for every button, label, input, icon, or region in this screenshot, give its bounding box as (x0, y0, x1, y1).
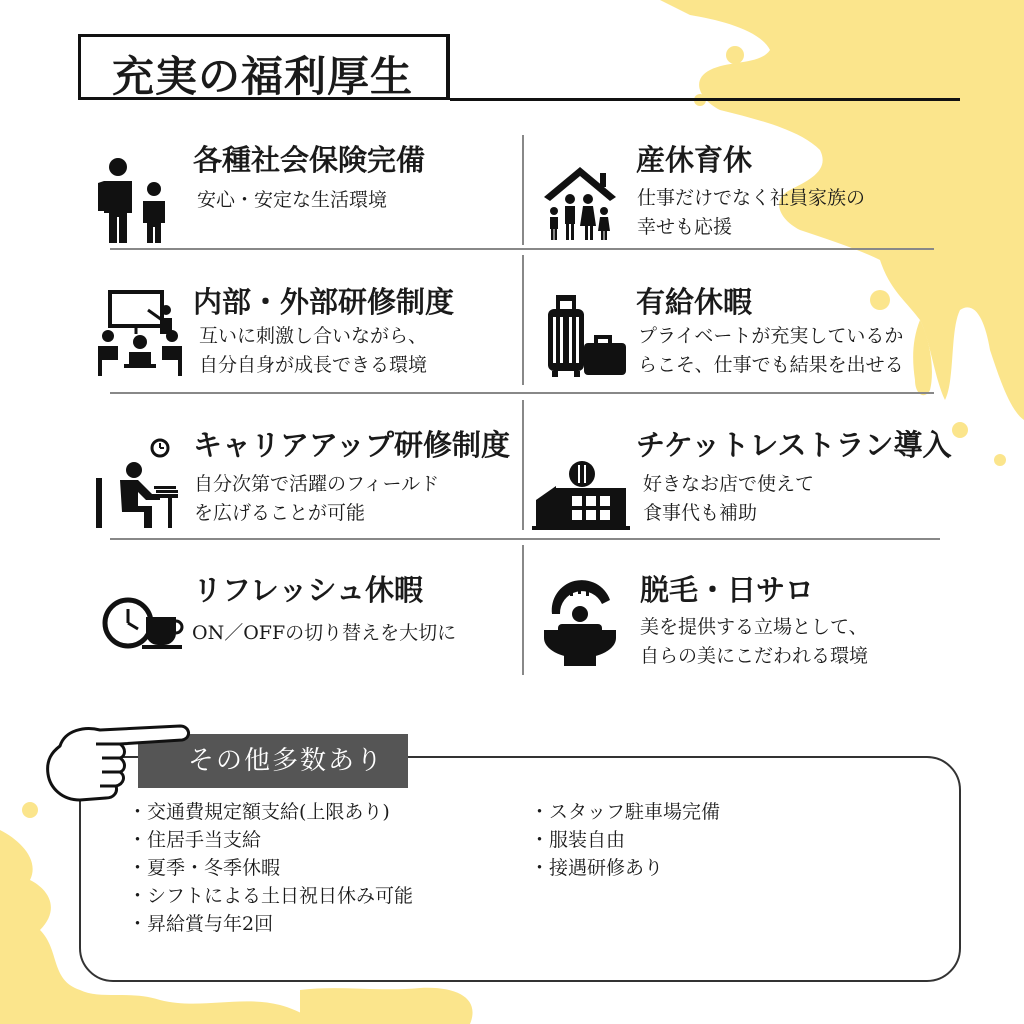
pointing-hand-icon (40, 716, 200, 806)
row-divider (110, 392, 934, 394)
row-divider (110, 248, 934, 250)
list-item: ・接遇研修あり (530, 857, 664, 879)
benefit-description: 仕事だけでなく社員家族の 幸せも応援 (637, 187, 866, 238)
others-list-left (128, 798, 413, 938)
study-desk-icon (94, 438, 184, 530)
benefit-title: リフレッシュ休暇 (193, 573, 423, 607)
list-item: ・夏季・冬季休暇 (128, 857, 281, 879)
benefit-description: 互いに刺激し合いながら、 自分自身が成長できる環境 (199, 325, 428, 376)
list-item: ・服装自由 (530, 829, 626, 851)
house-family-icon (540, 165, 620, 243)
benefit-title: 脱毛・日サロ (640, 573, 815, 607)
column-divider (522, 545, 524, 675)
benefit-title: 内部・外部研修制度 (193, 285, 455, 319)
column-divider (522, 400, 524, 530)
title-underline (450, 98, 960, 101)
benefit-title: チケットレストラン導入 (636, 428, 952, 462)
list-item: ・シフトによる土日祝日休み可能 (128, 885, 414, 907)
benefit-description: 自分次第で活躍のフィールド を広げることが可能 (194, 473, 440, 524)
restaurant-icon (532, 460, 630, 530)
list-item: ・昇給賞与年2回 (128, 913, 274, 935)
benefit-description: プライベートが充実しているか らこそ、仕事でも結果を出せる (638, 325, 904, 376)
luggage-icon (544, 295, 628, 379)
benefit-title: 有給休暇 (636, 285, 753, 319)
column-divider (522, 135, 524, 245)
list-item: ・住居手当支給 (128, 829, 262, 851)
others-list-right (530, 798, 720, 882)
tanning-bed-icon (540, 570, 620, 668)
page-title: 充実の福利厚生 (112, 52, 414, 101)
column-divider (522, 255, 524, 385)
clock-coffee-icon (102, 595, 184, 653)
benefit-description: 安心・安定な生活環境 (197, 189, 388, 211)
list-item: ・スタッフ駐車場完備 (530, 801, 721, 823)
benefit-description: ON／OFFの切り替えを大切に (192, 622, 457, 644)
row-divider (110, 538, 940, 540)
list-item: ・交通費規定額支給(上限あり) (128, 801, 390, 823)
benefit-title: 産休育休 (636, 143, 753, 177)
family-icon (96, 155, 176, 245)
others-label: その他多数あり (138, 734, 408, 788)
benefit-description: 美を提供する立場として、 自らの美にこだわれる環境 (640, 616, 869, 667)
benefit-title: キャリアアップ研修制度 (193, 428, 510, 462)
benefit-title: 各種社会保険完備 (193, 143, 426, 177)
training-icon (96, 288, 186, 378)
benefit-description: 好きなお店で使えて 食事代も補助 (643, 473, 815, 524)
